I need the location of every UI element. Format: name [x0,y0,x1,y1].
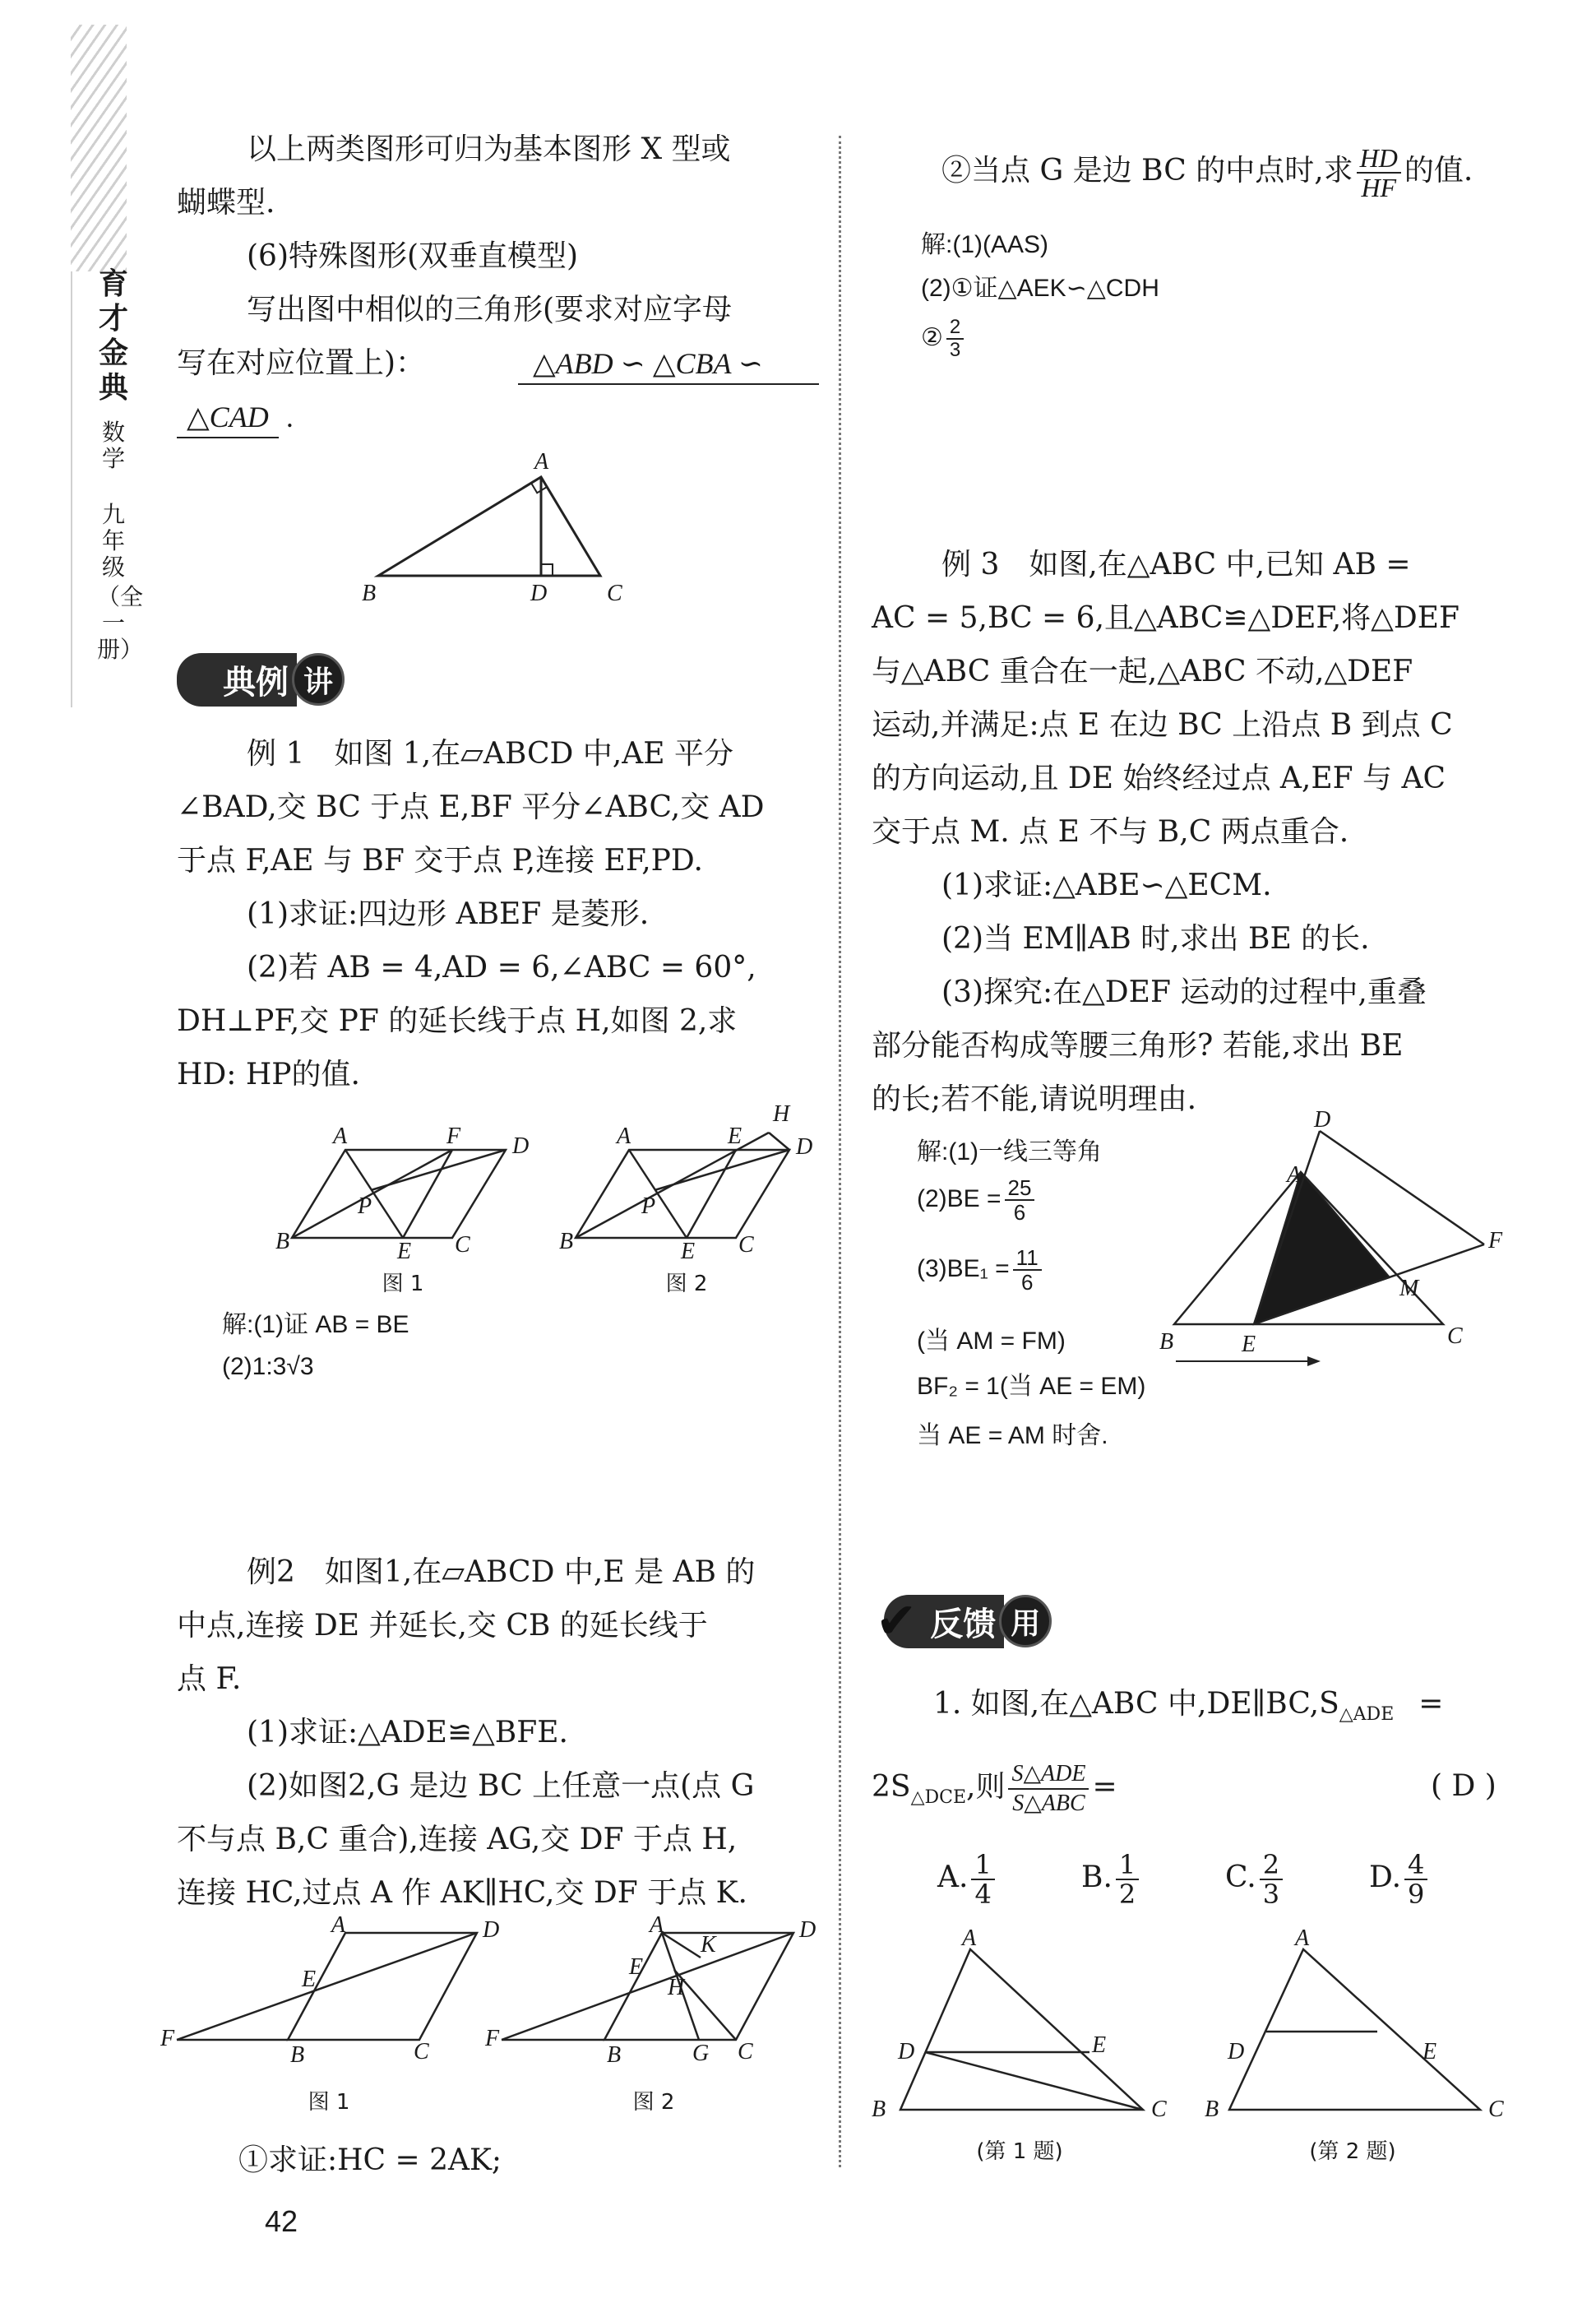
svg-text:P: P [358,1193,372,1219]
double-perpendicular-figure [354,440,633,605]
svg-text:E: E [728,1124,742,1149]
example1-figure-2 [559,1098,822,1267]
example3-line-6: 交于点 M. 点 E 不与 B,C 两点重合. [872,815,1349,849]
example1-question-2-line-2: DH⊥PF,交 PF 的延长线于点 H,如图 2,求 [177,1004,738,1038]
question2-caption: (第 2 题) [1309,2139,1396,2164]
svg-text:F: F [446,1124,461,1149]
example2-answer-1: 解:(1)(AAS) [921,231,1049,258]
example2-figure-2-caption: 图 2 [632,2090,675,2115]
section-badge-examples: 典例 讲 [177,654,345,705]
example2-question-2-line-2: 不与点 B,C 重合),连接 AG,交 DF 于点 H, [177,1823,738,1856]
svg-text:M: M [1399,1276,1419,1301]
example1-line-1: 例 1 如图 1,在▱ABCD 中,AE 平分 [247,737,733,771]
svg-text:E: E [1242,1332,1256,1357]
svg-text:B: B [1159,1329,1174,1355]
example2-sub-question-2: ②当点 G 是边 BC 的中点时,求 $\frac{HD}{HF}$ 的值. [941,143,1473,202]
example2-line-2: 中点,连接 DE 并延长,交 CB 的延长线于 [177,1609,708,1643]
svg-text:F: F [485,2026,500,2051]
svg-text:A: A [962,1925,977,1951]
svg-text:D: D [1228,2039,1245,2064]
grade-label: 九年级 [101,501,125,581]
example2-line-1: 例2 如图1,在▱ABCD 中,E 是 AB 的 [247,1555,756,1589]
example2-figure-2 [485,1912,830,2068]
svg-text:B: B [275,1229,290,1254]
example2-answer-3: ② $\frac{2}{3}$ [921,317,967,361]
special-prompt-2: 写在对应位置上)： [177,346,426,380]
subject-label: 数学 [101,419,125,472]
svg-text:P: P [641,1193,656,1219]
example1-line-2: ∠BAD,交 BC 于点 E,BF 平分∠ABC,交 AD [177,790,765,824]
example3-line-3: 与△ABC 重合在一起,△ABC 不动,△DEF [872,655,1413,688]
example1-question-2-line-3: HD: HP的值. [177,1058,360,1091]
label-A: A [534,449,549,475]
example1-question-2-line-1: (2)若 AB = 4,AD = 6,∠ABC = 60°, [247,951,756,985]
svg-text:A: A [1295,1925,1310,1951]
example2-answer-2: (2)①证△AEK∽△CDH [921,275,1159,302]
question1-line-1: 1. 如图,在△ABC 中$,DE\parallel BC,S_{\triangle ADE}$ = [933,1687,1444,1726]
svg-text:E: E [629,1954,644,1980]
label-B: B [362,581,377,606]
question1-line-2: $2S_{\triangle DCE}$,则 $\frac{\text{S△ADE}}{\text{S△ABC}}$ = [872,1761,1117,1816]
option-b: B. $\frac{1}{2}$ [1081,1851,1142,1908]
svg-text:C: C [1488,2097,1504,2122]
svg-text:K: K [701,1932,716,1958]
svg-text:C: C [1447,1323,1463,1349]
section-badge-feedback: ✔ 反馈 用 [876,1596,1052,1647]
special-heading: (6)特殊图形(双垂直模型) [247,239,579,273]
svg-text:C: C [455,1232,470,1258]
svg-text:E: E [1092,2032,1107,2058]
svg-text:B: B [607,2042,622,2068]
svg-text:D: D [796,1134,813,1160]
example3-figure [1159,1107,1521,1369]
example2-question-2-line-1: (2)如图2,G 是边 BC 上任意一点(点 G [247,1769,755,1803]
svg-text:C: C [738,1232,754,1258]
svg-text:B: B [290,2042,305,2068]
label-D: D [530,581,548,606]
example2-sub-question-1: ①求证:HC = 2AK; [238,2143,502,2177]
question1-figure [872,1925,1184,2122]
example3-answer-1: 解:(1)一线三等角 [917,1138,1102,1165]
svg-text:F: F [160,2026,175,2051]
svg-text:E: E [1423,2039,1437,2064]
check-mark-icon: ✔ [876,1592,918,1650]
example3-question-1: (1)求证:△ABE∽△ECM. [941,869,1272,902]
svg-text:C: C [414,2039,429,2064]
column-divider [839,136,841,2167]
svg-text:H: H [773,1101,790,1127]
svg-text:A: A [331,1912,346,1938]
example2-figure-1 [160,1912,506,2068]
svg-text:E: E [397,1239,412,1264]
svg-text:G: G [692,2041,710,2066]
book-title: 育才金典 [98,267,128,405]
example3-answer-5: BF₂ = 1(当 AE = EM) [917,1373,1146,1400]
option-c: C. $\frac{2}{3}$ [1225,1851,1286,1908]
example3-line-1: 例 3 如图,在△ABC 中,已知 AB = [941,548,1411,582]
example3-line-2: AC = 5,BC = 6,且△ABC≌△DEF,将△DEF [872,601,1460,635]
svg-text:D: D [483,1917,500,1943]
example3-answer-3: (3)BE₁ = $\frac{11}{6}$ [917,1246,1045,1294]
example3-answer-2: (2)BE = $\frac{25}{6}$ [917,1176,1038,1224]
svg-text:E: E [302,1967,317,1992]
example3-question-3-line-3: 的长;若不能,请说明理由. [872,1082,1197,1116]
svg-text:B: B [559,1229,574,1254]
svg-text:C: C [1151,2097,1167,2122]
svg-text:F: F [1488,1228,1503,1253]
question1-answer: ( D ) [1431,1769,1497,1803]
svg-text:A: A [1287,1162,1302,1188]
svg-text:D: D [1314,1107,1331,1133]
volume-label: （全一册） [97,583,144,663]
svg-text:D: D [799,1917,817,1943]
question1-caption: (第 1 题) [976,2139,1063,2164]
svg-text:C: C [738,2039,753,2064]
svg-text:A: A [617,1124,631,1149]
example2-figure-1-caption: 图 1 [308,2090,350,2115]
svg-text:H: H [668,1975,685,2000]
special-answer-1: △ABD ∽ △CBA ∽ [518,337,819,390]
svg-text:E: E [681,1239,696,1264]
example1-figure-2-caption: 图 2 [665,1272,708,1296]
sidebar-decoration [71,25,127,271]
example1-figure-1-caption: 图 1 [382,1272,424,1296]
svg-text:B: B [872,2097,886,2122]
svg-text:D: D [898,2039,915,2064]
option-d: D. $\frac{4}{9}$ [1369,1851,1431,1908]
page-number: 42 [265,2204,298,2238]
svg-text:A: A [650,1912,664,1938]
example1-answer-1: 解:(1)证 AB = BE [222,1311,409,1338]
example1-line-3: 于点 F,AE 与 BF 交于点 P,连接 EF,PD. [177,844,703,878]
example3-question-3-line-1: (3)探究:在△DEF 运动的过程中,重叠 [941,975,1427,1009]
example3-answer-4: (当 AM = FM) [917,1328,1066,1355]
example1-answer-2: (2)1:3√3 [222,1353,314,1380]
example3-question-3-line-2: 部分能否构成等腰三角形? 若能,求出 BE [872,1029,1404,1063]
example3-answer-6: 当 AE = AM 时舍. [917,1422,1108,1449]
question2-figure [1205,1925,1517,2122]
example2-line-3: 点 F. [177,1662,242,1696]
special-prompt-1: 写出图中相似的三角形(要求对应字母 [247,293,733,327]
example3-line-5: 的方向运动,且 DE 始终经过点 A,EF 与 AC [872,762,1446,795]
example1-figure-1 [275,1124,539,1267]
intro-line-1: 以上两类图形可归为基本图形 X 型或 [247,132,731,166]
svg-text:B: B [1205,2097,1219,2122]
sidebar-rule [71,271,72,707]
option-a: A. $\frac{1}{4}$ [937,1851,998,1908]
svg-text:D: D [512,1133,530,1159]
example2-question-2-line-3: 连接 HC,过点 A 作 AK∥HC,交 DF 于点 K. [177,1876,748,1910]
svg-text:A: A [333,1124,348,1149]
intro-line-2: 蝴蝶型. [177,186,275,220]
label-C: C [607,581,622,606]
example2-question-1: (1)求证:△ADE≌△BFE. [247,1716,568,1749]
special-answer-2: △CAD . [177,391,294,443]
example3-line-4: 运动,并满足:点 E 在边 BC 上沿点 B 到点 C [872,708,1453,742]
example1-question-1: (1)求证:四边形 ABEF 是菱形. [247,897,650,931]
example3-question-2: (2)当 EM∥AB 时,求出 BE 的长. [941,922,1370,956]
